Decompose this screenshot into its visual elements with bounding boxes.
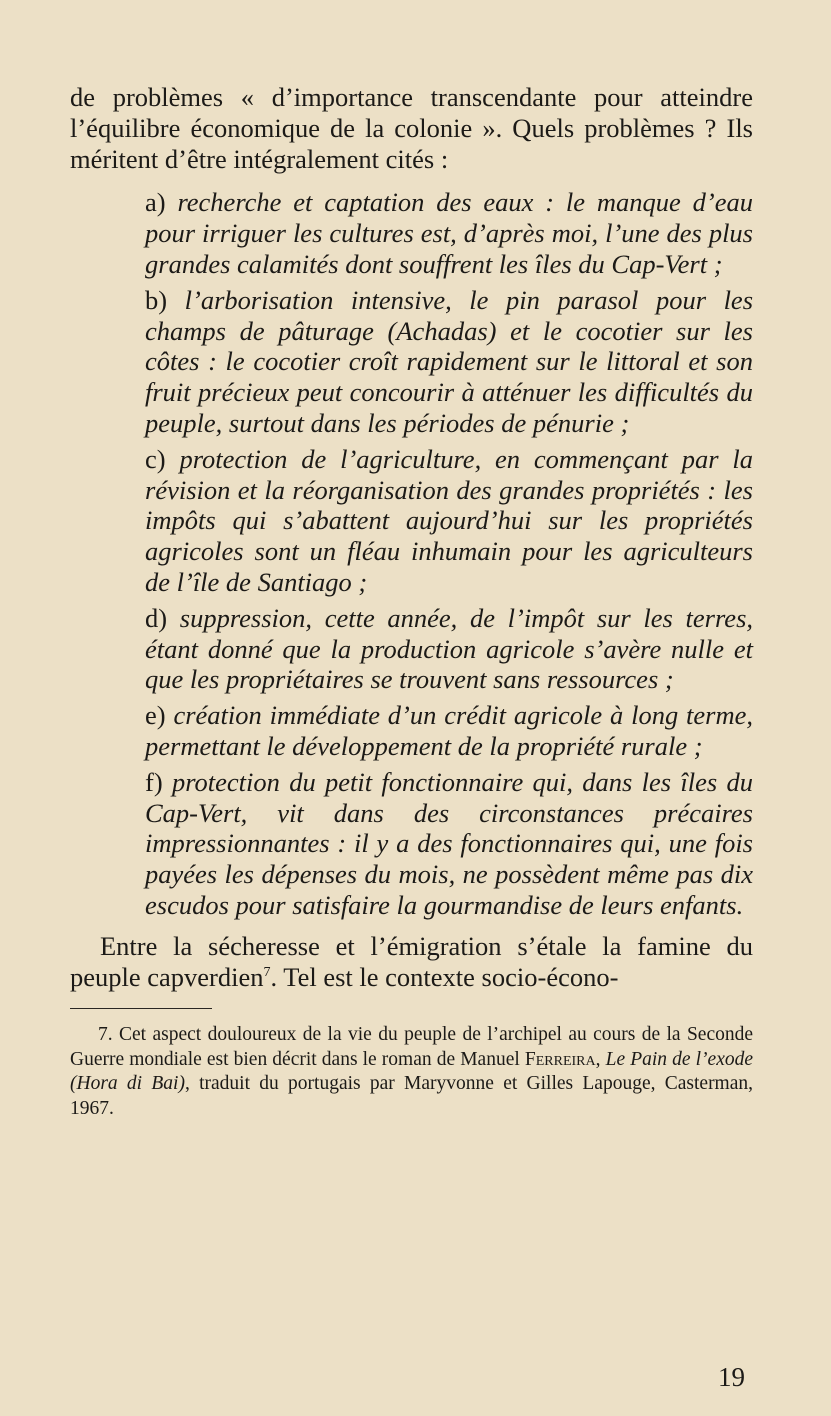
list-item — [145, 187, 753, 279]
footnote-comma: , — [595, 1048, 601, 1070]
intro-paragraph: de problèmes « d’importance transcendante pour atteindre l’équilibre économique de la colonie ». Quels problèmes ? Ils méritent d’être intégralement cités : — [70, 82, 753, 174]
closing-paragraph — [70, 931, 753, 993]
list-item-text: protection du petit fonctionnaire qui, dans les îles du Cap-Vert, vit dans des circonstances précaires impressionnantes : il y a des fonctionnaires qui, une fois payées les dépenses du mois, ne possèdent même pas dix escudos pour satisfaire la gourmandise de leurs enfants. — [145, 766, 754, 920]
list-item-letter: b) — [145, 284, 168, 315]
footnote-book-title: Le Pain de l’exode (Hora di Bai) — [70, 1048, 754, 1095]
list-item-text: recherche et captation des eaux : le manque d’eau pour irriguer les cultures est, d’après moi, l’une des plus grandes calamités dont souffrent les îles du Cap-Vert ; — [145, 187, 753, 279]
footnote — [70, 1023, 753, 1121]
footnote-text-end: , traduit du portugais par Maryvonne et Gilles Lapouge, Casterman, 1967. — [70, 1073, 754, 1119]
list-item-text: création immédiate d’un crédit agricole à long terme, permettant le développement de la propriété rurale ; — [145, 700, 753, 761]
list-item-text: l’arborisation intensive, le pin parasol pour les champs de pâturage (Achadas) et le cocotier sur les côtes : le cocotier croît rapidement sur le littoral et son fruit précieux peut concourir à atténuer les difficultés du peuple, surtout dans les périodes de pénurie ; — [145, 284, 754, 438]
list-item — [145, 700, 753, 762]
list-item-letter: c) — [145, 443, 166, 474]
list-item — [145, 603, 753, 695]
closing-text: Entre la sécheresse et l’émigration s’étale la famine du peuple capverdien — [70, 930, 753, 992]
list-item-text: suppression, cette année, de l’impôt sur les terres, étant donné que la production agricole s’avère nulle et que les propriétaires se trouvent sans ressources ; — [145, 602, 754, 695]
closing-text-continued: . Tel est le contexte socio-écono- — [270, 961, 619, 992]
problem-list — [145, 187, 753, 920]
list-item-text: protection de l’agriculture, en commençant par la révision et la réorganisation des grandes propriétés : les impôts qui s’abattent aujourd’hui sur les propriétés agricoles sont un fléau inhumain pour les agriculteurs de l’île de Santiago ; — [145, 443, 753, 597]
list-item-letter: d) — [145, 602, 168, 633]
footnote-separator — [70, 1008, 212, 1009]
footnote-text: Cet aspect douloureux de la vie du peuple de l’archipel au cours de la Seconde Guerre mondiale est bien décrit dans le roman de Manuel — [70, 1024, 754, 1070]
footnote-reference: 7 — [263, 964, 271, 980]
list-item — [145, 444, 753, 598]
page-body — [70, 82, 753, 1121]
list-item-letter: a) — [145, 187, 166, 218]
list-item — [145, 767, 753, 921]
footnote-number: 7. — [98, 1024, 113, 1046]
list-item-letter: e) — [145, 700, 166, 731]
page-number: 19 — [718, 1362, 745, 1392]
list-item-letter: f) — [145, 766, 163, 797]
list-item — [145, 285, 753, 439]
footnote-author: Ferreira — [524, 1048, 596, 1070]
